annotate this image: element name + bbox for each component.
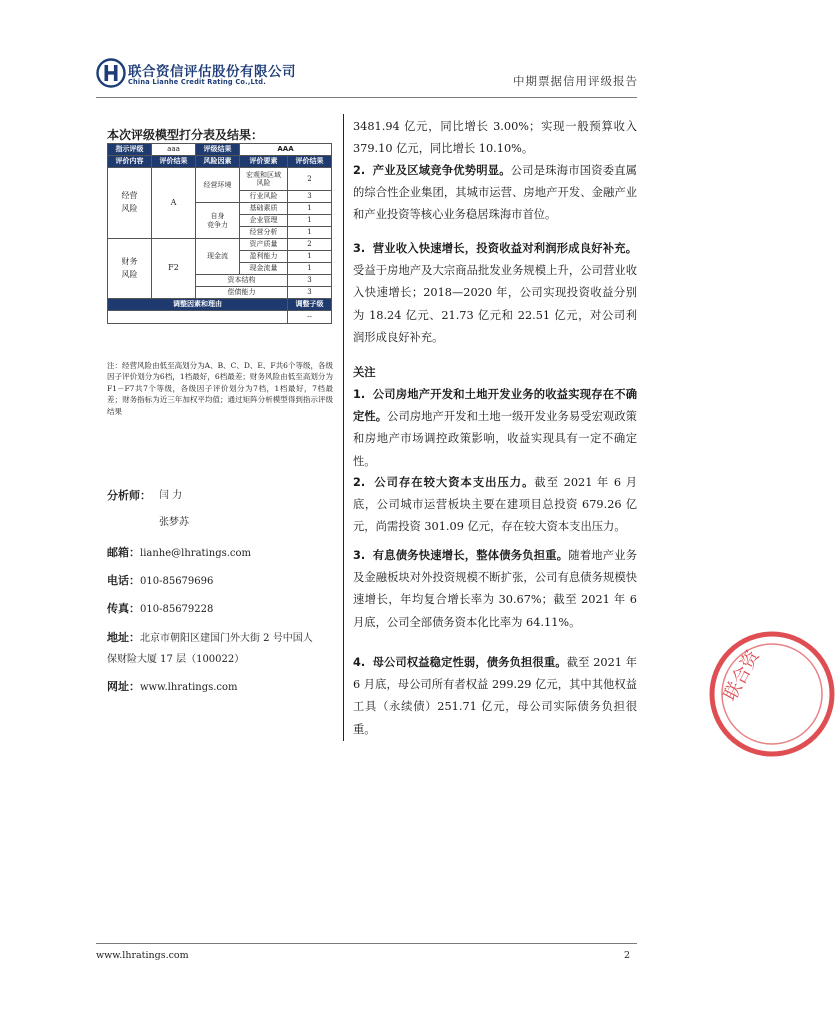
header-divider xyxy=(96,97,637,98)
table-cell: 3 xyxy=(288,191,332,203)
address-line-2: 保财险大厦 17 层（100022） xyxy=(107,654,245,665)
table-cell: 1 xyxy=(288,203,332,215)
table-cell: -- xyxy=(288,311,332,324)
company-seal-icon xyxy=(700,598,840,798)
address-row xyxy=(107,630,313,647)
table-cell: 3 xyxy=(288,275,332,287)
company-name-cn: 联合资信评估股份有限公司 xyxy=(128,64,296,80)
table-cell: 评级结果 xyxy=(196,144,240,156)
table-cell-financial-result: F2 xyxy=(152,239,196,299)
page-number: 2 xyxy=(624,950,631,961)
email-value[interactable]: lianhe@lhratings.com xyxy=(140,548,252,559)
table-header-cell: 评价要素 xyxy=(240,156,288,168)
analyst-label: 分析师： xyxy=(107,489,151,502)
address-label: 地址： xyxy=(107,631,140,644)
phone-row xyxy=(107,573,213,590)
report-type-title: 中期票据信用评级报告 xyxy=(513,74,638,88)
table-row xyxy=(108,311,332,324)
table-row xyxy=(108,299,332,311)
footer-divider xyxy=(96,943,637,944)
strength-item-3: 3. 营业收入快速增长，投资收益对利润形成良好补充。受益于房地产及大宗商品批发业务规模上升，公司营业收入快速增长；2018—2020 年，公司实现投资收益分别为 18.24 亿元、21.73 亿元和 22.51 亿元，对公司利润形成良好补充。 xyxy=(353,242,637,344)
table-header-cell: 评价结果 xyxy=(288,156,332,168)
analyst-name-2: 张梦苏 xyxy=(159,517,189,528)
table-cell: 基础素质 xyxy=(240,203,288,215)
table-note: 注：经营风险由低至高划分为A、B、C、D、E、F共6个等级，各级因子评价划分为6档，1档最好，6档最差；财务风险由低至高划分为F1－F7共7个等级，各级因子评价划分为7档，1档最好，7档最差；财务指标为近三年加权平均值；通过矩阵分析模型得到指示评级结果 xyxy=(107,361,333,416)
table-cell: 1 xyxy=(288,227,332,239)
web-row xyxy=(107,679,238,696)
table-cell: 2 xyxy=(288,168,332,191)
table-row xyxy=(108,168,332,191)
column-divider xyxy=(343,114,344,741)
analyst-name-1: 闫 力 xyxy=(159,490,183,501)
email-label: 邮箱： xyxy=(107,546,140,559)
table-cell: 经营分析 xyxy=(240,227,288,239)
fax-label: 传真： xyxy=(107,602,140,615)
paragraph-revenue: 3481.94 亿元，同比增长 3.00%；实现一般预算收入 379.10 亿元，同比增长 10.10%。 xyxy=(353,120,637,156)
rating-score-table xyxy=(107,143,332,324)
table-cell: 3 xyxy=(288,287,332,299)
footer-website[interactable]: www.lhratings.com xyxy=(96,950,189,961)
table-header-cell: 评价内容 xyxy=(108,156,152,168)
table-cell-self-competition: 自身 竞争力 xyxy=(196,203,240,239)
company-name-en: China Lianhe Credit Rating Co.,Ltd. xyxy=(128,78,266,86)
svg-text:联合资: 联合资 xyxy=(719,646,764,705)
table-cell: 资本结构 xyxy=(196,275,288,287)
company-logo-icon xyxy=(96,58,126,88)
table-cell: 行业风险 xyxy=(240,191,288,203)
table-cell: 盈利能力 xyxy=(240,251,288,263)
web-link[interactable]: www.lhratings.com xyxy=(140,682,238,693)
table-cell: 2 xyxy=(288,239,332,251)
focus-title: 关注 xyxy=(353,366,376,379)
table-cell-cash-flow: 现金流 xyxy=(196,239,240,275)
concern-item-4: 4. 母公司权益稳定性弱，债务负担很重。截至 2021 年 6 月底，母公司所有者权益 299.29 亿元，其中其他权益工具（永续债）251.71 亿元，母公司实际债务负担很重。 xyxy=(353,656,637,736)
fax-value: 010-85679228 xyxy=(140,604,214,615)
strength-item-2: 2. 产业及区域竞争优势明显。公司是珠海市国资委直属的综合性企业集团，其城市运营、房地产开发、金融产业和产业投资等核心业务稳居珠海市首位。 xyxy=(353,164,637,222)
section-title: 本次评级模型打分表及结果： xyxy=(107,128,264,142)
phone-label: 电话： xyxy=(107,574,140,587)
table-row xyxy=(108,156,332,168)
table-cell: 1 xyxy=(288,215,332,227)
table-cell: 宏观和区域 风险 xyxy=(240,168,288,191)
table-cell-operating-risk: 经营 风险 xyxy=(108,168,152,239)
table-cell-operating-env: 经营环境 xyxy=(196,168,240,203)
table-cell xyxy=(108,311,288,324)
table-cell: 1 xyxy=(288,251,332,263)
concern-item-1: 1. 公司房地产开发和土地开发业务的收益实现存在不确定性。公司房地产开发和土地一级开发业务易受宏观政策和房地产市场调控政策影响，收益实现具有一定不确定性。 xyxy=(353,388,637,468)
concern-item-2: 2. 公司存在较大资本支出压力。截至 2021 年 6 月底，公司城市运营板块主要在建项目总投资 679.26 亿元，尚需投资 301.09 亿元，存在较大资本支出压力。 xyxy=(353,476,637,534)
table-header-cell: 评价结果 xyxy=(152,156,196,168)
table-cell: 企业管理 xyxy=(240,215,288,227)
email-row xyxy=(107,545,251,562)
table-cell: AAA xyxy=(240,144,332,156)
table-cell: 现金流量 xyxy=(240,263,288,275)
web-label: 网址： xyxy=(107,680,140,693)
fax-row xyxy=(107,601,213,618)
table-header-cell: 风险因素 xyxy=(196,156,240,168)
table-cell: 指示评级 xyxy=(108,144,152,156)
table-header-cell: 调整子级 xyxy=(288,299,332,311)
table-row xyxy=(108,144,332,156)
address-line-1: 北京市朝阳区建国门外大街 2 号中国人 xyxy=(140,633,313,644)
table-cell: 1 xyxy=(288,263,332,275)
table-cell: aaa xyxy=(152,144,196,156)
table-cell-operating-result: A xyxy=(152,168,196,239)
table-row xyxy=(108,239,332,251)
table-cell: 资产质量 xyxy=(240,239,288,251)
table-header-cell: 调整因素和理由 xyxy=(108,299,288,311)
table-cell: 偿债能力 xyxy=(196,287,288,299)
table-cell-financial-risk: 财务 风险 xyxy=(108,239,152,299)
phone-value: 010-85679696 xyxy=(140,576,214,587)
concern-item-3: 3. 有息债务快速增长，整体债务负担重。随着地产业务及金融板块对外投资规模不断扩张，公司有息债务规模快速增长，年均复合增长率为 30.67%；截至 2021 年 6 月底，公司全部债务资本化比率为 64.11%。 xyxy=(353,549,637,629)
